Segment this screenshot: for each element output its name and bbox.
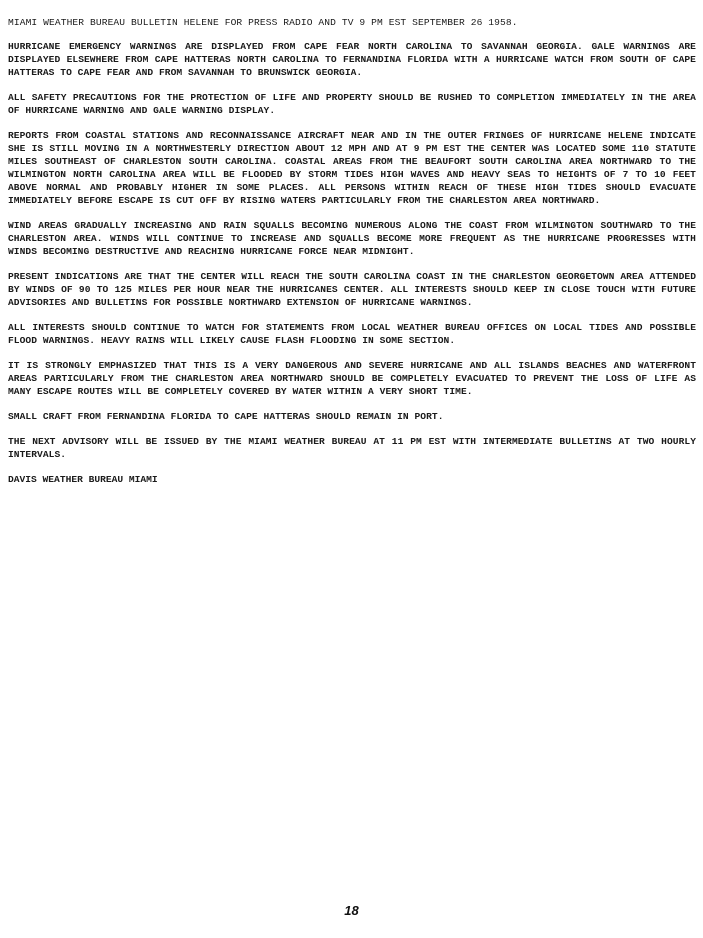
- bulletin-page: [8, 16, 696, 486]
- page-number: 18: [344, 903, 359, 918]
- bulletin-header: MIAMI WEATHER BUREAU BULLETIN HELENE FOR PRESS RADIO AND TV 9 PM EST SEPTEMBER 26 1958.: [8, 17, 518, 28]
- paragraph-next-advisory: THE NEXT ADVISORY WILL BE ISSUED BY THE MIAMI WEATHER BUREAU AT 11 PM EST WITH INTERMEDIATE BULLETINS AT TWO HOURLY INTERVALS.: [8, 436, 696, 460]
- paragraph-reports: REPORTS FROM COASTAL STATIONS AND RECONNAISSANCE AIRCRAFT NEAR AND IN THE OUTER FRINGES OF HURRICANE HELENE INDICATE SHE IS STILL MOVING IN A NORTHWESTERLY DIRECTION ABOUT 12 MPH AND AT 9 PM EST THE CENTER WAS LOCATED SOME 110 STATUTE MILES SOUTHEAST OF CHARLESTON SOUTH CAROLINA. COASTAL AREAS FROM THE BEAUFORT SOUTH CAROLINA AREA NORTHWARD TO THE WILMINGTON NORTH CAROLINA AREA WILL BE FLOODED BY STORM TIDES HIGH WAVES AND HEAVY SEAS TO HEIGHTS OF 7 TO 10 FEET ABOVE NORMAL AND PROBABLY HIGHER IN SOME PLACES. ALL PERSONS WITHIN REACH OF THESE HIGH TIDES SHOULD EVACUATE IMMEDIATELY BEFORE ESCAPE IS CUT OFF BY RISING WATERS PARTICULARLY FROM THE CHARLESTON AREA NORTHWARD.: [8, 130, 696, 206]
- paragraph-indications: PRESENT INDICATIONS ARE THAT THE CENTER WILL REACH THE SOUTH CAROLINA COAST IN THE CHARLESTON GEORGETOWN AREA ATTENDED BY WINDS OF 90 TO 125 MILES PER HOUR NEAR THE HURRICANES CENTER. ALL INTERESTS SHOULD KEEP IN CLOSE TOUCH WITH FUTURE ADVISORIES AND BULLETINS FOR POSSIBLE NORTHWARD EXTENSION OF HURRICANE WARNINGS.: [8, 271, 696, 308]
- paragraph-wind-areas: WIND AREAS GRADUALLY INCREASING AND RAIN SQUALLS BECOMING NUMEROUS ALONG THE COAST FROM WILMINGTON SOUTHWARD TO THE CHARLESTON AREA. WINDS WILL CONTINUE TO INCREASE AND SQUALLS BECOME MORE FREQUENT AS THE HURRICANE PROGRESSES WITH WINDS BECOMING DESTRUCTIVE AND REACHING HURRICANE FORCE NEAR MIDNIGHT.: [8, 220, 696, 257]
- paragraph-evacuation: IT IS STRONGLY EMPHASIZED THAT THIS IS A VERY DANGEROUS AND SEVERE HURRICANE AND ALL ISLANDS BEACHES AND WATERFRONT AREAS PARTICULARLY FROM THE CHARLESTON AREA NORTHWARD SHOULD BE COMPLETELY EVACUATED TO PREVENT THE LOSS OF LIFE AS MANY ESCAPE ROUTES WILL BE COMPLETELY COVERED BY WATER WITHIN A VERY SHORT TIME.: [8, 360, 696, 397]
- bulletin-signature: DAVIS WEATHER BUREAU MIAMI: [8, 474, 158, 485]
- paragraph-safety: ALL SAFETY PRECAUTIONS FOR THE PROTECTION OF LIFE AND PROPERTY SHOULD BE RUSHED TO COMPLETION IMMEDIATELY IN THE AREA OF HURRICANE WARNING AND GALE WARNING DISPLAY.: [8, 92, 696, 116]
- paragraph-warnings: HURRICANE EMERGENCY WARNINGS ARE DISPLAYED FROM CAPE FEAR NORTH CAROLINA TO SAVANNAH GEORGIA. GALE WARNINGS ARE DISPLAYED ELSEWHERE FROM CAPE HATTERAS NORTH CAROLINA TO FERNANDINA FLORIDA WITH A HURRICANE WATCH FROM SOUTH OF CAPE HATTERAS TO CAPE FEAR AND FROM SAVANNAH TO BRUNSWICK GEORGIA.: [8, 41, 696, 78]
- paragraph-flood-warnings: ALL INTERESTS SHOULD CONTINUE TO WATCH FOR STATEMENTS FROM LOCAL WEATHER BUREAU OFFICES ON LOCAL TIDES AND POSSIBLE FLOOD WARNINGS. HEAVY RAINS WILL LIKELY CAUSE FLASH FLOODING IN SOME SECTION.: [8, 322, 696, 346]
- paragraph-small-craft: SMALL CRAFT FROM FERNANDINA FLORIDA TO CAPE HATTERAS SHOULD REMAIN IN PORT.: [8, 411, 444, 422]
